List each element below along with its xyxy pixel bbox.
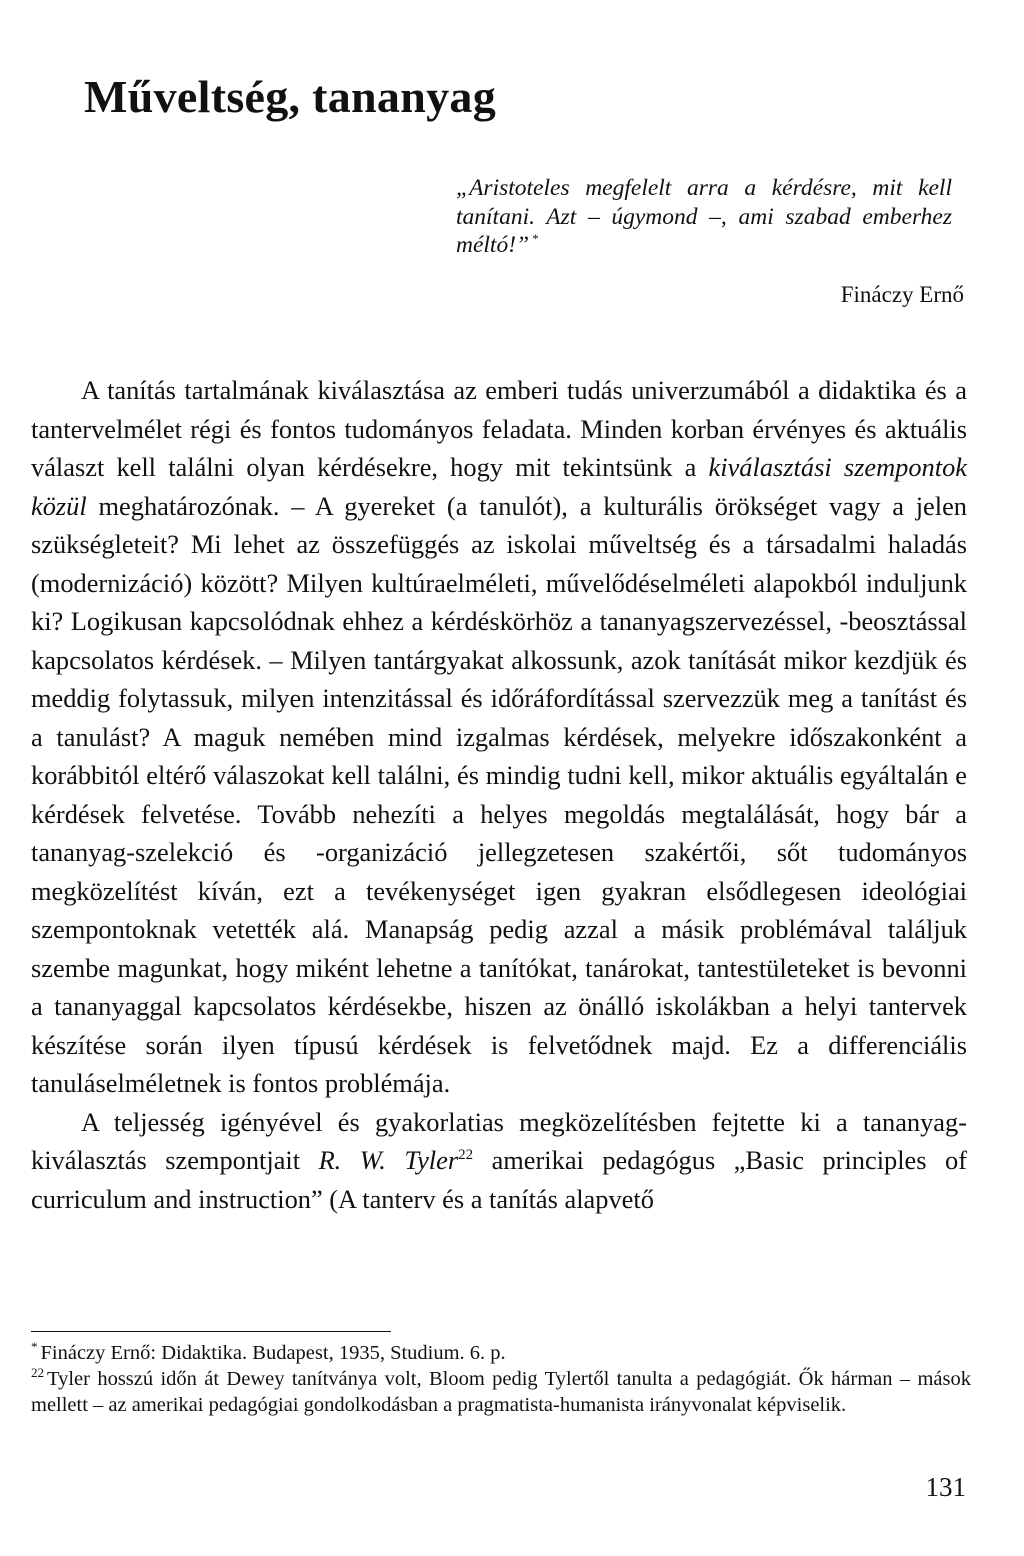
- epigraph-footnote-mark: *: [532, 231, 539, 247]
- emphasis-selection-criteria: kiválasztási szempontok közül: [31, 452, 967, 521]
- footnote-reference-22: 22: [458, 1147, 474, 1164]
- footnote-text: Fináczy Ernő: Didaktika. Budapest, 1935, Studium. 6. p.: [40, 1342, 506, 1364]
- page-number: 131: [925, 1472, 966, 1502]
- body-text: [31, 371, 967, 1218]
- epigraph-author: Fináczy Ernő: [840, 282, 964, 307]
- footnote-text: Tyler hosszú időn át Dewey tanítványa volt, Bloom pedig Tylertől tanulta a pedagógiát. Ők hárman – mások mellett – az amerikai pedagógiai gondolkodásban a pragmatista-humanista irányvonalat képviselik.: [31, 1368, 971, 1416]
- paragraph-1: A tanítás tartalmának kiválasztása az emberi tudás univerzumából a didaktika és a tantervelmélet régi és fontos tudományos feladata. Minden korban érvényes és aktuális választ kell találni olyan kérdésekre, hogy mit tekintsünk a kiválasztási szempontok közül meghatározónak. – A gyereket (a tanulót), a kulturális örökséget vagy a jelen szükségleteit? Mi lehet az összefüggés az iskolai műveltség és a társadalmi haladás (modernizáció) között? Milyen kultúraelméleti, művelődéselméleti alapokból induljunk ki? Logikusan kapcsolódnak ehhez a kérdéskörhöz a tananyagszervezéssel, -beosztással kapcsolatos kérdések. – Milyen tantárgyakat alkossunk, azok tanítását mikor kezdjük és meddig folytassuk, milyen intenzitással és időráfordítással szervezzük meg a tanítást és a tanulást? A maguk nemében mind izgalmas kérdések, melyekre időszakonként a korábbitól eltérő válaszokat kell találni, és mindig tudni kell, mikor aktuális egyáltalán e kérdések felvetése. Tovább nehezíti a helyes megoldás megtalálását, hogy bár a tananyag-szelekció és -organizáció jellegzetesen szakértői, sőt tudományos megközelítést kíván, ezt a tevékenységet igen gyakran elsődlegesen ideológiai szempontoknak vetették alá. Manapság pedig azzal a másik problémával találjuk szembe magunkat, hogy miként lehetne a tanítókat, tanárokat, tantestületeket is bevonni a tananyaggal kapcsolatos kérdésekbe, hiszen az önálló iskolákban a helyi tantervek készítése során ilyen típusú kérdések is felvetődnek majd. Ez a differenciális tanuláselméletnek is fontos problémája.: [31, 375, 967, 1098]
- footnote-22: [31, 1366, 971, 1418]
- author-name-tyler: R. W. Tyler: [318, 1145, 459, 1175]
- footnotes: [31, 1340, 971, 1418]
- epigraph-quote: [456, 174, 952, 260]
- epigraph-text: „Aristoteles megfelelt arra a kérdésre, mit kell tanítani. Azt – úgymond –, ami szabad emberhez méltó!”: [456, 175, 952, 259]
- footnote-mark: *: [31, 1339, 38, 1355]
- footnote-divider: [31, 1331, 391, 1332]
- footnote-star: [31, 1340, 971, 1366]
- chapter-title: Műveltség, tananyag: [84, 71, 497, 122]
- paragraph-2: A teljesség igényével és gyakorlatias megközelítésben fejtette ki a tananyag-kiválasztás szempontjait R. W. Tyler$^{22}$ amerikai pedagógus „Basic principles of curriculum and instruction” (A tanterv és a tanítás alapvető: [31, 1106, 967, 1214]
- footnote-mark: 22: [31, 1365, 44, 1381]
